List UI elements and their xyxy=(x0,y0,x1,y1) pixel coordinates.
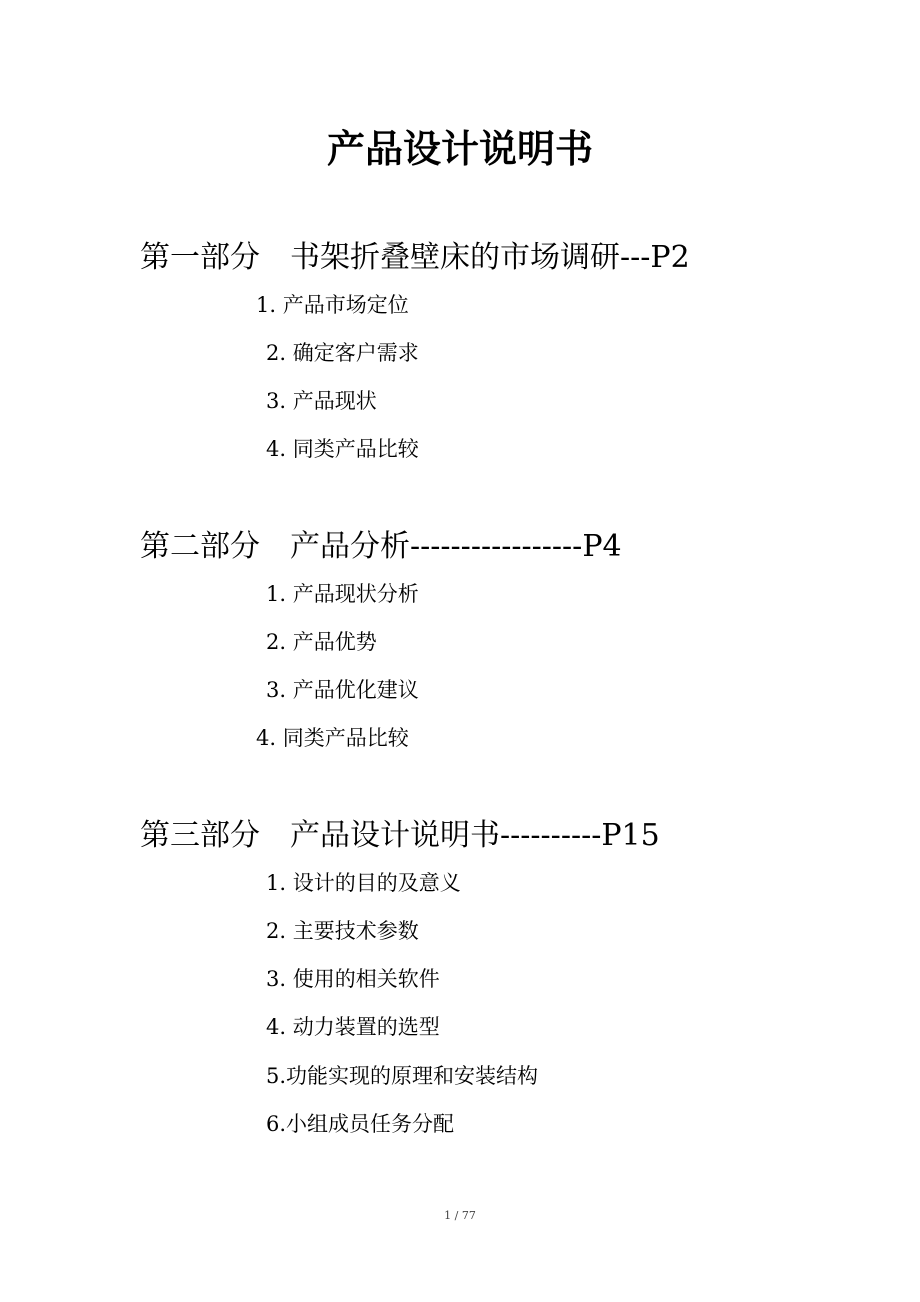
section-3-item-5: 5.功能实现的原理和安装结构 xyxy=(266,1064,539,1088)
section-1-item-4: 4. 同类产品比较 xyxy=(266,437,419,461)
section-3-item-1: 1. 设计的目的及意义 xyxy=(266,871,461,895)
section-3-heading: 第三部分 产品设计说明书----------P15 xyxy=(140,818,660,853)
section-2-item-1: 1. 产品现状分析 xyxy=(266,582,419,606)
section-3-item-6: 6.小组成员任务分配 xyxy=(266,1112,455,1136)
section-2-item-4: 4. 同类产品比较 xyxy=(256,726,409,750)
section-1-item-3: 3. 产品现状 xyxy=(266,389,377,413)
section-1-item-1: 1. 产品市场定位 xyxy=(256,293,409,317)
section-2-heading: 第二部分 产品分析-----------------P4 xyxy=(140,529,622,564)
page-number: 1 / 77 xyxy=(444,1209,476,1222)
section-2-item-2: 2. 产品优势 xyxy=(266,630,377,654)
section-3-item-3: 3. 使用的相关软件 xyxy=(266,967,440,991)
section-3-item-2: 2. 主要技术参数 xyxy=(266,919,419,943)
document-title: 产品设计说明书 xyxy=(326,126,593,171)
section-1-item-2: 2. 确定客户需求 xyxy=(266,341,419,365)
section-3-item-4: 4. 动力装置的选型 xyxy=(266,1015,440,1039)
section-2-item-3: 3. 产品优化建议 xyxy=(266,678,419,702)
section-1-heading: 第一部分 书架折叠壁床的市场调研---P2 xyxy=(140,240,690,275)
